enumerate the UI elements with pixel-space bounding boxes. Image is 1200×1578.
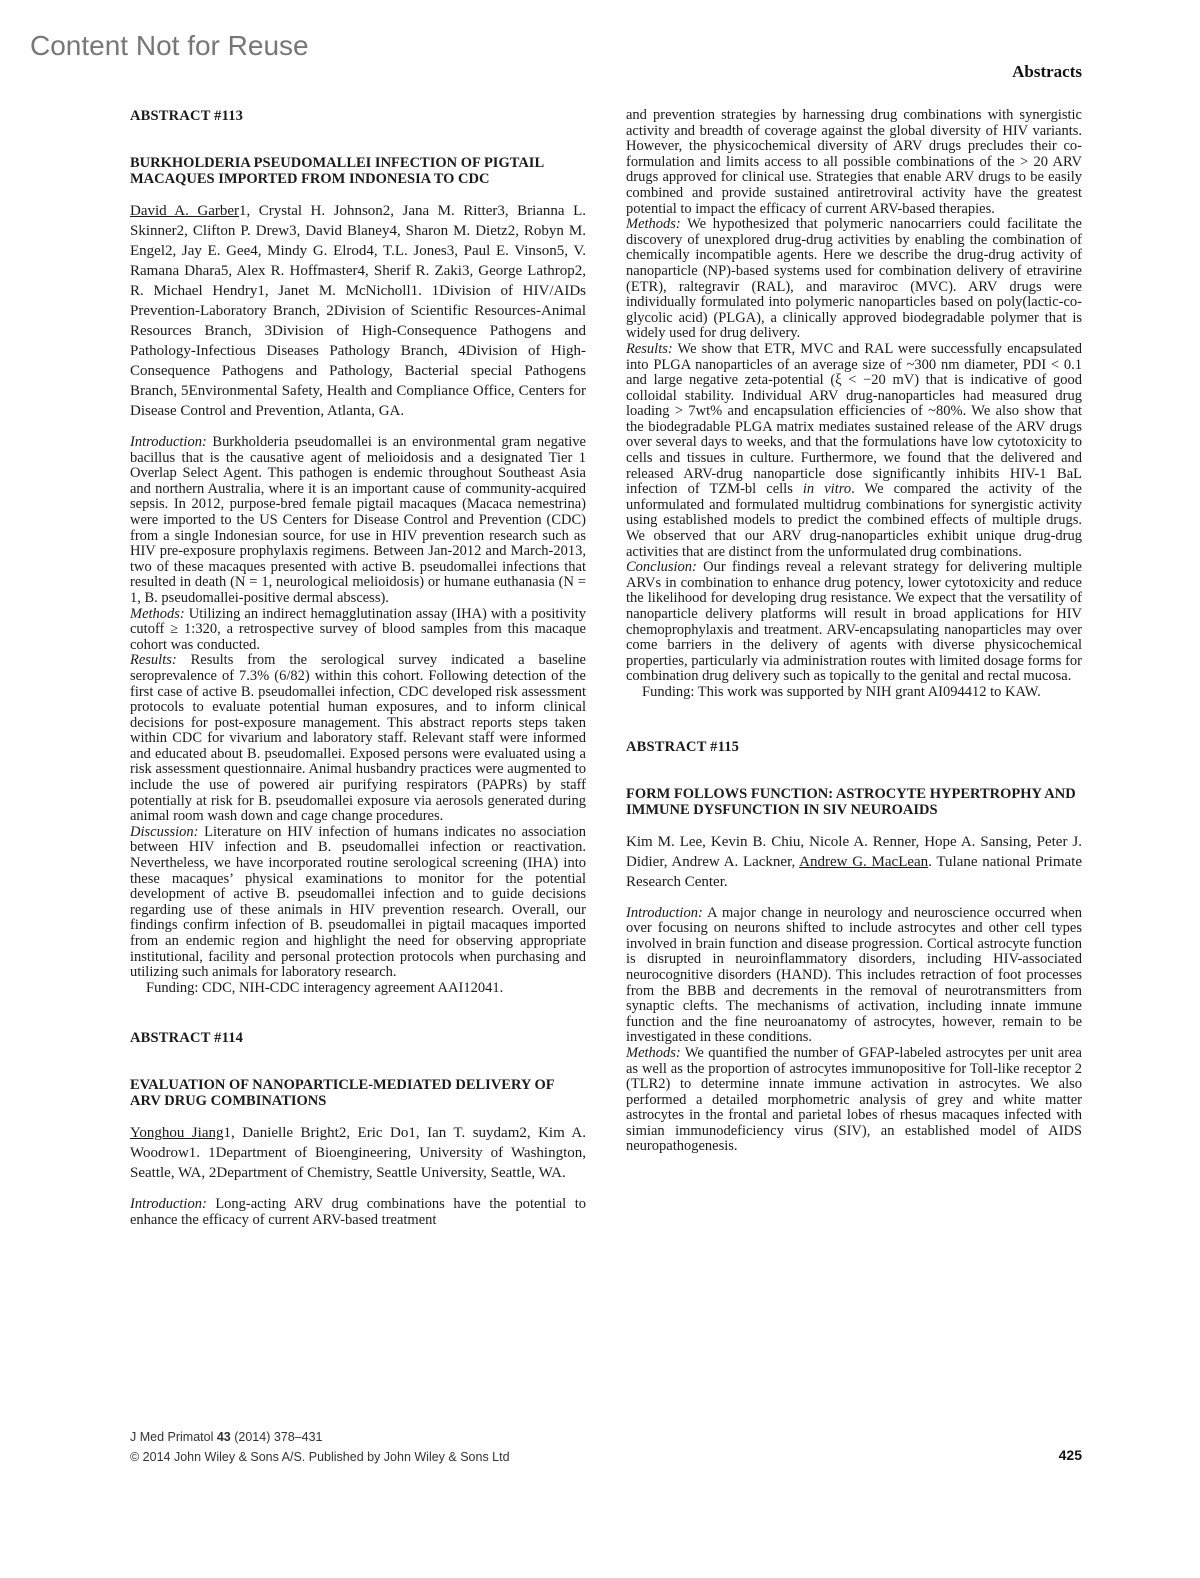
section-label: Introduction: bbox=[626, 904, 703, 921]
presenting-author: Andrew G. MacLean bbox=[799, 853, 929, 870]
section-text: We quantified the number of GFAP-labeled astrocytes per unit area as well as the proportion of astrocytes immunopositive for Toll-like receptor 2 (TLR2) to determine innate immune activation in astrocytes. We also performed a detailed morphometric analysis of grey and white matter astrocytes in the frontal and parietal lobes of rhesus macaques infected with simian immunodeficiency virus (SIV), an established model of AIDS neuropathogenesis. bbox=[626, 1044, 1082, 1155]
section-text: Results from the serological survey indicated a baseline seroprevalence of 7.3% (6/82) within this cohort. Following detection of the first case of active B. pseudomallei infection, CDC developed risk assessment protocols to evaluate potential human exposures, and to inform clinical decisions for post-exposure management. This abstract reports steps taken within CDC for vivarium and laboratory staff. Relevant staff were informed and educated about B. pseudomallei. Exposed persons were evaluated using a risk assessment questionnaire. Animal husbandry practices were augmented to include the use of powered air purifying respirators (PAPRs) by staff potentially at risk for B. pseudomallei exposure via aerosols generated during animal room wash down and cage change procedures. bbox=[130, 652, 586, 825]
funding-paragraph: Funding: This work was supported by NIH grant AI094412 to KAW. bbox=[642, 683, 1041, 700]
abstract-113-title: BURKHOLDERIA PSEUDOMALLEI INFECTION OF PIGTAIL MACAQUES IMPORTED FROM INDONESIA TO CDC bbox=[130, 155, 544, 187]
left-column bbox=[130, 108, 586, 1229]
abstract-113-body bbox=[130, 435, 586, 996]
methods-paragraph bbox=[626, 217, 1082, 342]
journal-name: J Med Primatol bbox=[130, 1430, 217, 1444]
funding-paragraph: Funding: CDC, NIH-CDC interagency agreement AAI12041. bbox=[146, 979, 504, 996]
section-text: . We compared the activity of the unformulated and formulated multidrug combinations for synergistic activity using established models to predict the combined effects of multiple drugs. We observed that our ARV drug-nanoparticles exhibit unique drug-drug activities that are distinct from the unformulated drug combinations. bbox=[626, 481, 1082, 560]
abstract-115-authors bbox=[626, 832, 1082, 892]
results-paragraph bbox=[626, 342, 1082, 560]
abstract-113-number: ABSTRACT #113 bbox=[130, 108, 244, 124]
section-text: Burkholderia pseudomallei is an environmental gram negative bacillus that is the causative agent of melioidosis and a designated Tier 1 Overlap Select Agent. This pathogen is endemic throughout Southeast Asia and northern Australia, where it is an important cause of community-acquired sepsis. In 2012, purpose-bred female pigtail macaques (Macaca nemestrina) were imported to the US Centers for Disease Control and Prevention (CDC) from a single Indonesian source, for use in HIV prevention research such as HIV pre-exposure prophylaxis regimens. Between Jan-2012 and March-2013, two of these macaques presented with active B. pseudomallei infections that resulted in death (N = 1, neurological melioidosis) or humane euthanasia (N = 1, B. pseudomallei-positive dermal abscess). bbox=[130, 434, 586, 606]
intro-paragraph bbox=[626, 906, 1082, 1046]
methods-paragraph bbox=[626, 1046, 1082, 1155]
intro-continued: and prevention strategies by harnessing drug combinations with synergistic activity and breadth of coverage against the global diversity of HIV variants. However, the physicochemical diversity of ARV drugs precludes their co-formulation and limits access to all possible combinations of the > 20 ARV drugs approved for clinical use. Strategies that enable ARV drugs to be easily combined and provide sustained antiretroviral activity have the greatest potential to impact the efficacy of current ARV-based therapies. bbox=[626, 107, 1082, 217]
section-text: We show that ETR, MVC and RAL were successfully encapsulated into PLGA nanoparticles of an average size of ~300 nm diameter, PDI < 0.1 and large negative zeta-potential (ξ < −20 mV) that is indicative of good colloidal stability. Individual ARV drug-nanoparticles had measured drug loading > 7wt% and encapsulation efficiencies of ~80%. We also show that the biodegradable PLGA matrix mediates sustained release of the ARV drugs over several days to weeks, and that the formulations have low cytotoxicity to cells and tissues in culture. Furthermore, we found that the delivered and released ARV-drug nanoparticle dose significantly inhibits HIV-1 BaL infection of TZM-bl cells bbox=[626, 340, 1082, 498]
methods-paragraph bbox=[130, 607, 586, 654]
intro-paragraph bbox=[130, 1197, 586, 1228]
journal-volume: 43 bbox=[216, 1430, 231, 1444]
presenting-author: Yonghou Jiang bbox=[130, 1125, 224, 1142]
journal-pages: (2014) 378–431 bbox=[230, 1430, 323, 1444]
abstract-114-number: ABSTRACT #114 bbox=[130, 1030, 244, 1047]
section-label: Conclusion: bbox=[626, 559, 697, 576]
section-label: Methods: bbox=[626, 1044, 681, 1061]
discussion-paragraph bbox=[130, 825, 586, 981]
section-text: Long-acting ARV drug combinations have the potential to enhance the efficacy of current ARV-based treatment bbox=[130, 1196, 586, 1228]
page-number: 425 bbox=[1058, 1447, 1082, 1463]
affiliation: . Tulane national Primate Research Center. bbox=[626, 853, 1082, 890]
abstract-115-title: FORM FOLLOWS FUNCTION: ASTROCYTE HYPERTROPHY AND IMMUNE DYSFUNCTION IN SIV NEUROAIDS bbox=[626, 785, 1076, 818]
section-text: A major change in neurology and neuroscience occurred when over focusing on neurons shifted to include astrocytes and other cell types involved in brain function and disease progression. Cortical astrocyte function is disrupted in neuroinflammatory disorders, including HIV-associated neurocognitive disorders (HAND). This includes retraction of foot processes from the BBB and decrements in the removal of neurotransmitters from synaptic clefts. The mechanisms of activation, including innate immune function and the fine neuroanatomy of astrocytes, however, remain to be investigated in these conditions. bbox=[626, 904, 1082, 1046]
section-label: Introduction: bbox=[130, 434, 207, 450]
abstract-115-body bbox=[626, 906, 1082, 1156]
watermark: Content Not for Reuse bbox=[30, 30, 309, 61]
abstract-114-title: EVALUATION OF NANOPARTICLE-MEDIATED DELIVERY OF ARV DRUG COMBINATIONS bbox=[130, 1077, 555, 1110]
abstract-115-number: ABSTRACT #115 bbox=[626, 738, 740, 755]
section-label: Introduction: bbox=[130, 1196, 207, 1213]
conclusion-paragraph bbox=[626, 560, 1082, 685]
section-label: Discussion: bbox=[130, 823, 199, 840]
section-label: Results: bbox=[130, 652, 177, 669]
section-text: We hypothesized that polymeric nanocarriers could facilitate the discovery of unexplored drug-drug activities by enabling the combination of chemically incompatible agents. Here we describe the drug-drug activity of nanoparticle (NP)-based systems used for combination delivery of etravirine (ETR), raltegravir (RAL), and maraviroc (MVC). ARV drugs were individually formulated into polymeric nanoparticles based on poly(lactic-co-glycolic acid) (PLGA), a clinically approved biodegradable polymer that is widely used for drug delivery. bbox=[626, 216, 1082, 342]
copyright-notice: © 2014 John Wiley & Sons A/S. Published by John Wiley & Sons Ltd bbox=[130, 1450, 510, 1464]
section-label: Methods: bbox=[626, 216, 681, 233]
author-list: Kim M. Lee, Kevin B. Chiu, Nicole A. Renner, Hope A. Sansing, Peter J. Didier, Andrew A. Lackner, bbox=[626, 833, 1082, 870]
running-head: Abstracts bbox=[1012, 62, 1082, 81]
intro-paragraph bbox=[130, 435, 586, 607]
author-list: 1, Danielle Bright2, Eric Do1, Ian T. suydam2, Kim A. Woodrow1. 1Department of Bioengineering, University of Washington, Seattle, WA, 2Department of Chemistry, Seattle University, Seattle, WA. bbox=[130, 1125, 586, 1182]
section-text: Utilizing an indirect hemagglutination assay (IHA) with a positivity cutoff ≥ 1:320, a retrospective survey of blood samples from this macaque cohort was conducted. bbox=[130, 605, 586, 653]
abstract-113-authors bbox=[130, 201, 586, 421]
abstract-114-authors bbox=[130, 1123, 586, 1183]
italic-term: in vitro bbox=[802, 481, 852, 498]
author-list: 1, Crystal H. Johnson2, Jana M. Ritter3, Brianna L. Skinner2, Clifton P. Drew3, David Blaney4, Sharon M. Dietz2, Robyn M. Engel2, Jay E. Gee4, Mindy G. Elrod4, T.L. Jones3, Paul E. Vinson5, V. Ramana Dhara5, Alex R. Hoffmaster4, Sherif R. Zaki3, George Lathrop2, R. Michael Hendry1, Janet M. McNicholl1. 1Division of HIV/AIDs Prevention-Laboratory Branch, 2Division of Scientific Resources-Animal Resources Branch, 3Division of High-Consequence Pathogens and Pathology-Infectious Diseases Pathology Branch, 4Division of High-Consequence Pathogens and Pathology, Bacterial special Pathogens Branch, 5Environmental Safety, Health and Compliance Office, Centers for Disease Control and Prevention, Atlanta, GA. bbox=[130, 203, 586, 419]
section-label: Methods: bbox=[130, 605, 185, 622]
journal-citation bbox=[130, 1430, 323, 1444]
abstract-114-body-continued bbox=[626, 108, 1082, 701]
abstract-114-body-start bbox=[130, 1197, 586, 1228]
right-column bbox=[626, 108, 1082, 1155]
section-text: Our findings reveal a relevant strategy for delivering multiple ARVs in combination to enhance drug potency, lower cytotoxicity and reduce the likelihood for developing drug resistance. We expect that the versatility of nanoparticle delivery platforms will result in broad applications for HIV chemoprophylaxis and treatment. ARV-encapsulating nanoparticles may over come barriers in the delivery of agents with diverse physicochemical properties, particularly via administration routes with limited dosage forms for combination drug delivery such as topically to the genital and rectal mucosa. bbox=[626, 559, 1082, 685]
section-text: Literature on HIV infection of humans indicates no association between HIV infection and B. pseudomallei infection or reactivation. Nevertheless, we have incorporated routine serological screening (IHA) into these macaques’ physical examinations to monitor for the potential development of active B. pseudomallei infection and to guide decisions regarding use of these animals in HIV prevention research. Overall, our findings confirm infection of B. pseudomallei in pigtail macaques imported from an endemic region and highlight the need for observing appropriate institutional, facility and personal protection protocols when purchasing and utilizing such animals for laboratory research. bbox=[130, 823, 586, 981]
presenting-author: David A. Garber bbox=[130, 203, 240, 219]
results-paragraph bbox=[130, 653, 586, 825]
section-label: Results: bbox=[626, 340, 673, 357]
